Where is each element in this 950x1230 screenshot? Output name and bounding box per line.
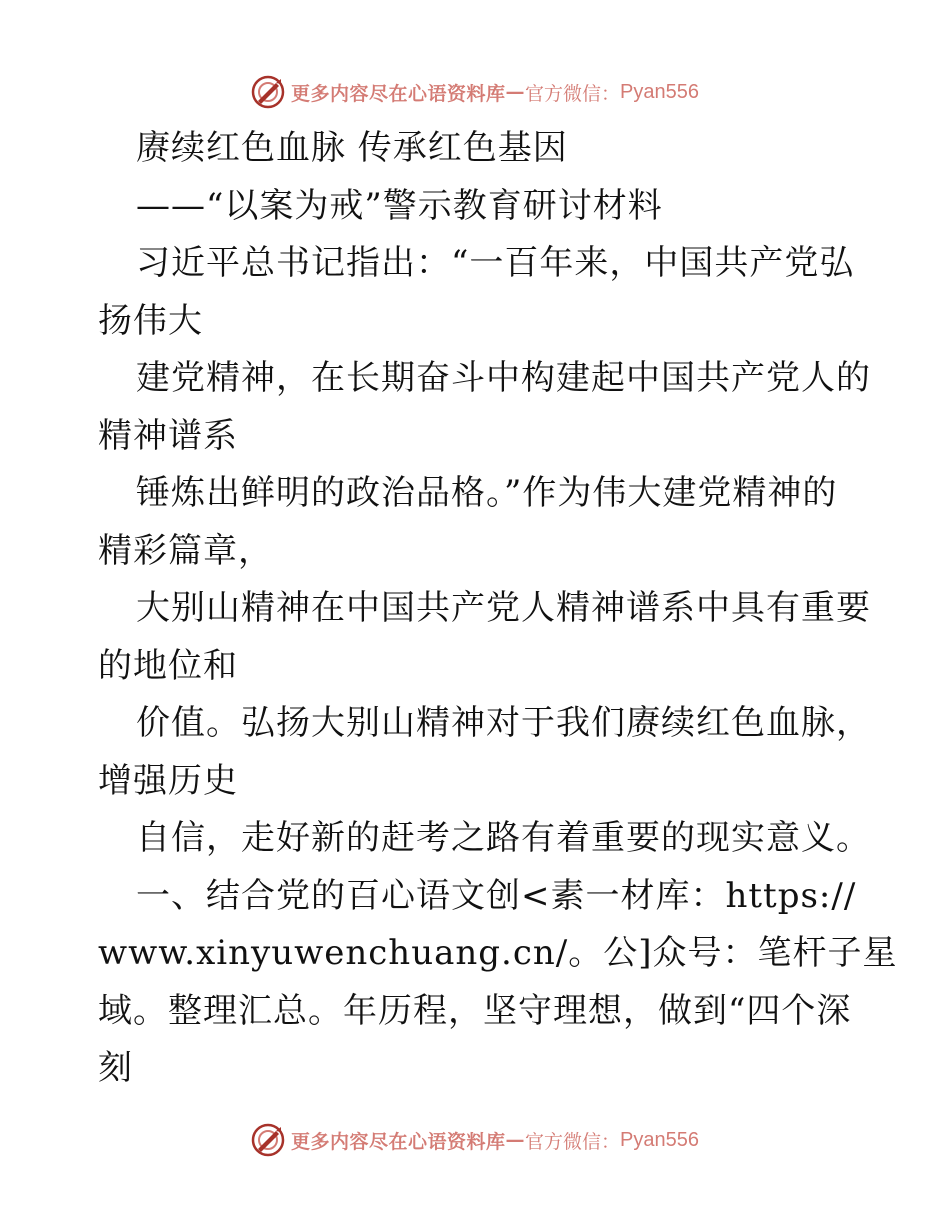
doc-line: 刻 (98, 1048, 133, 1088)
doc-line: 域。整理汇总。年历程，坚守理想，做到“四个深 (98, 990, 852, 1031)
doc-line: 一、结合党的百心语文创<素一材库：https:// (136, 875, 857, 916)
brand-logo-icon (251, 75, 285, 109)
header-watermark-banner (0, 72, 950, 112)
header-brand-text: 更多内容尽在心语资料库 (291, 82, 506, 105)
footer-dash: — (505, 1129, 526, 1151)
footer-wechat-id: Pyan556 (620, 1128, 699, 1151)
footer-watermark-banner (0, 1120, 950, 1160)
brand-logo-icon (251, 1123, 285, 1157)
doc-line: 扬伟大 (98, 300, 203, 341)
doc-line: www.xinyuwenchuang.cn/。公]众号：笔杆子星 (98, 933, 898, 973)
doc-line: 自信，走好新的赶考之路有着重要的现实意义。 (136, 818, 871, 858)
doc-line: 习近平总书记指出：“一百年来，中国共产党弘 (136, 243, 855, 283)
doc-title: 赓续红色血脉 传承红色基因 (136, 128, 568, 168)
doc-line: 的地位和 (98, 645, 238, 686)
doc-line: 精彩篇章， (98, 530, 273, 571)
doc-line: 价值。弘扬大别山精神对于我们赓续红色血脉， (136, 703, 871, 743)
header-dash: — (505, 81, 526, 103)
header-wechat-id: Pyan556 (620, 80, 699, 103)
footer-brand-text: 更多内容尽在心语资料库 (291, 1130, 506, 1153)
doc-subtitle: ——“以案为戒”警示教育研讨材料 (136, 185, 663, 226)
doc-line: 精神谱系 (98, 415, 238, 456)
doc-line: 建党精神，在长期奋斗中构建起中国共产党人的 (136, 358, 871, 398)
header-wechat-label: 官方微信： (525, 82, 621, 105)
document-body (98, 120, 898, 1098)
footer-wechat-label: 官方微信： (525, 1130, 621, 1153)
doc-line: 锤炼出鲜明的政治品格。”作为伟大建党精神的 (136, 473, 838, 513)
doc-line: 大别山精神在中国共产党人精神谱系中具有重要 (136, 588, 871, 628)
doc-line: 增强历史 (98, 760, 238, 801)
